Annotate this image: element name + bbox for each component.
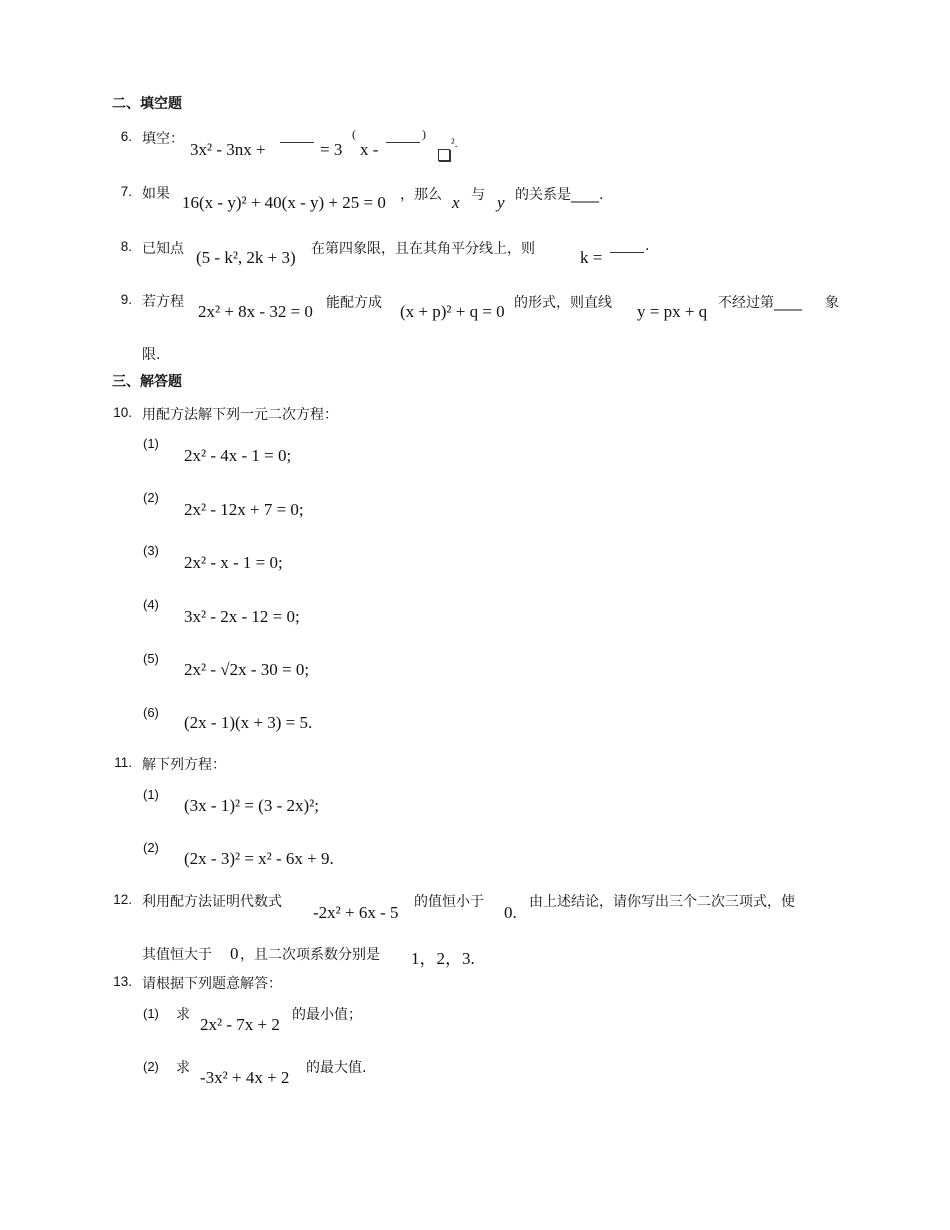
q12-zero-2: 0 — [230, 944, 239, 963]
question-label: 填空： — [142, 131, 184, 147]
question-number: 12. — [113, 892, 132, 907]
q10-equation-5: 2x² - √2x - 30 = 0; — [184, 660, 310, 679]
answer-blank — [386, 142, 420, 143]
question-text: . — [645, 238, 650, 254]
question-text: ，且二次项系数分别是 — [240, 947, 380, 963]
question-number: 8. — [120, 239, 132, 254]
q6-expression-left: 3x² - 3nx + — [190, 140, 266, 159]
question-text: 的最大值. — [306, 1060, 367, 1076]
question-text: 能配方成 — [326, 295, 382, 311]
sub-number: (2) — [143, 1059, 159, 1074]
q6-expression-middle: = 3 — [320, 140, 343, 159]
q12-coefficients: 1，2，3. — [411, 949, 475, 968]
open-paren: ( — [352, 127, 356, 141]
answer-blank — [610, 252, 644, 253]
placeholder-box-icon — [438, 145, 450, 164]
q6-exponent: ². — [451, 136, 458, 150]
question-label: 请根据下列题意解答： — [142, 976, 282, 992]
q13-expression-2: -3x² + 4x + 2 — [200, 1068, 290, 1087]
question-text: 由上述结论，请你写出三个二次三项式，使 — [529, 894, 795, 910]
question-text: 的形式，则直线 — [514, 295, 612, 311]
sub-number: (6) — [143, 705, 159, 720]
sub-number: (1) — [143, 1006, 159, 1021]
q12-expression: -2x² + 6x - 5 — [313, 903, 399, 922]
question-text: 求 — [176, 1007, 190, 1023]
q11-equation-1: (3x - 1)² = (3 - 2x)²; — [184, 796, 319, 815]
q9-form: (x + p)² + q = 0 — [400, 302, 505, 321]
question-text: 其值恒大于 — [142, 947, 212, 963]
question-text: 限. — [142, 347, 161, 363]
q10-equation-1: 2x² - 4x - 1 = 0; — [184, 446, 292, 465]
close-paren: ) — [422, 127, 426, 141]
question-label: 如果 — [142, 186, 170, 202]
question-number: 13. — [113, 974, 132, 989]
question-text: 不经过第____ — [718, 295, 802, 311]
q7-equation: 16(x - y)² + 40(x - y) + 25 = 0 — [182, 193, 386, 212]
sub-number: (4) — [143, 597, 159, 612]
question-text: 象 — [825, 295, 839, 311]
variable-y: y — [497, 193, 505, 212]
section-heading-solve: 三、解答题 — [112, 374, 182, 390]
variable-x: x — [452, 193, 460, 212]
q6-expression-inner: x - — [360, 140, 379, 159]
question-label: 解下列方程： — [142, 757, 226, 773]
answer-blank — [280, 142, 314, 143]
question-text: 的最小值； — [292, 1007, 362, 1023]
question-label: 用配方法解下列一元二次方程： — [142, 407, 338, 423]
question-text: 求 — [176, 1060, 190, 1076]
q10-equation-2: 2x² - 12x + 7 = 0; — [184, 500, 304, 519]
q11-equation-2: (2x - 3)² = x² - 6x + 9. — [184, 849, 334, 868]
question-number: 11. — [114, 755, 132, 770]
section-heading-fill-in: 二、填空题 — [112, 96, 182, 112]
q8-k-equals: k = — [580, 248, 603, 267]
q12-zero: 0. — [504, 903, 517, 922]
q9-line: y = px + q — [637, 302, 708, 321]
q9-equation: 2x² + 8x - 32 = 0 — [198, 302, 313, 321]
question-text: 的关系是____. — [515, 187, 604, 203]
q10-equation-3: 2x² - x - 1 = 0; — [184, 553, 283, 572]
sub-number: (1) — [143, 436, 159, 451]
question-label: 利用配方法证明代数式 — [142, 894, 282, 910]
q10-equation-6: (2x - 1)(x + 3) = 5. — [184, 713, 313, 732]
q8-point: (5 - k², 2k + 3) — [196, 248, 296, 267]
question-number: 10. — [113, 405, 132, 420]
question-label: 若方程 — [142, 294, 184, 310]
sub-number: (3) — [143, 543, 159, 558]
question-label: 已知点 — [142, 241, 184, 257]
question-text: 与 — [471, 187, 485, 203]
sub-number: (2) — [143, 840, 159, 855]
question-text: 在第四象限，且在其角平分线上，则 — [311, 241, 535, 257]
question-text: ，那么 — [400, 187, 442, 203]
q10-equation-4: 3x² - 2x - 12 = 0; — [184, 607, 300, 626]
question-text: 的值恒小于 — [414, 894, 484, 910]
question-number: 7. — [120, 184, 132, 199]
q13-expression-1: 2x² - 7x + 2 — [200, 1015, 280, 1034]
question-number: 9. — [120, 292, 132, 307]
sub-number: (2) — [143, 490, 159, 505]
sub-number: (5) — [143, 651, 159, 666]
question-number: 6. — [120, 129, 132, 144]
sub-number: (1) — [143, 787, 159, 802]
